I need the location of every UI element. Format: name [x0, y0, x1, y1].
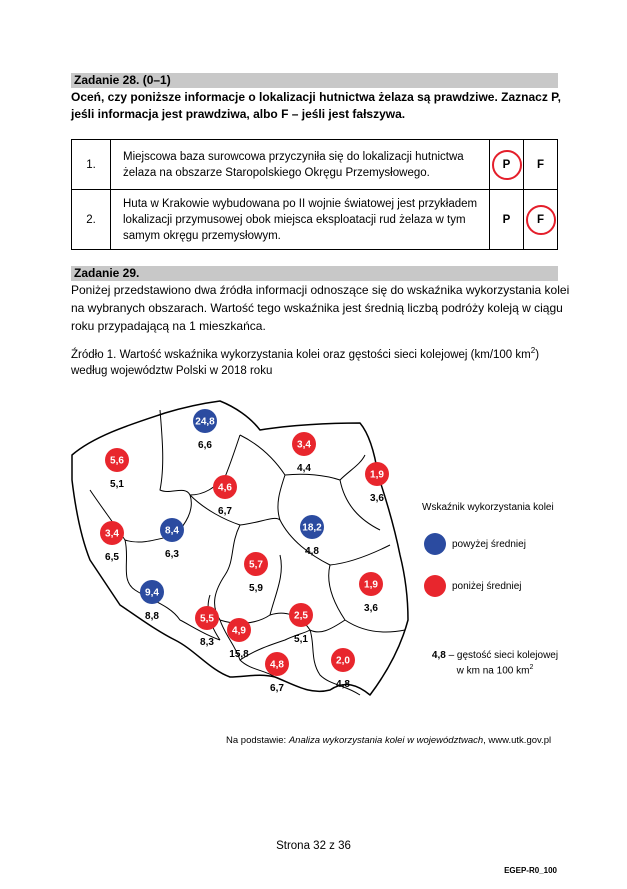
task29-intro: Poniżej przedstawiono dwa źródła informacji odnoszące się do wskaźnika wykorzystania kolei na wybranych obszarach. Wartość tego wskaźnika jest średnią liczbą podróży koleją w ciągu roku przypadającą na 1 mieszkańca. — [71, 283, 570, 333]
legend-above-label: powyżej średniej — [452, 539, 526, 550]
region-index-label: 2,0 — [336, 655, 350, 667]
region-index-label: 1,9 — [364, 579, 378, 591]
row-number: 2. — [72, 190, 111, 250]
answer-circle-mark — [492, 150, 522, 180]
region-index-label: 9,4 — [145, 587, 159, 599]
source-basis: Na podstawie: Analiza wykorzystania kolei w województwach, www.utk.gov.pl — [226, 735, 552, 746]
region-index-label: 3,4 — [105, 528, 119, 540]
legend-below-label: poniżej średniej — [452, 581, 522, 592]
region-density-label: 8,8 — [145, 611, 159, 622]
region-density-label: 6,5 — [105, 552, 119, 563]
exam-code: EGEP-R0_100 — [504, 866, 557, 875]
region-index-label: 1,9 — [370, 469, 384, 481]
legend-above-dot — [424, 533, 446, 555]
table-row — [72, 140, 558, 190]
region-density-label: 4,4 — [297, 463, 311, 474]
region-density-label: 15,8 — [229, 649, 249, 660]
region-density-label: 6,7 — [270, 683, 284, 694]
region-index-label: 5,7 — [249, 559, 263, 571]
option-p[interactable]: P — [490, 140, 524, 190]
task28-header: Zadanie 28. (0–1) — [71, 73, 558, 88]
region-index-label: 5,5 — [200, 613, 214, 625]
region-density-label: 4,8 — [305, 546, 319, 557]
poland-map — [60, 395, 420, 710]
region-density-label: 6,6 — [198, 440, 212, 451]
source1-caption: Źródło 1. Wartość wskaźnika wykorzystania kolei oraz gęstości sieci kolejowej (km/100 $km^2$) według województw Polski w 2018 roku — [71, 346, 540, 377]
table-row — [72, 190, 558, 250]
row-number: 1. — [72, 140, 111, 190]
map-markers — [100, 409, 389, 694]
region-density-label: 3,6 — [364, 603, 378, 614]
region-density-label: 8,3 — [200, 637, 214, 648]
region-density-label: 5,9 — [249, 583, 263, 594]
region-index-label: 24,8 — [195, 416, 215, 428]
option-f[interactable]: F — [524, 140, 558, 190]
option-f[interactable]: F — [524, 190, 558, 250]
region-index-label: 8,4 — [165, 525, 179, 537]
region-index-label: 4,6 — [218, 482, 232, 494]
region-index-label: 4,9 — [232, 625, 246, 637]
statement-text: Huta w Krakowie wybudowana po II wojnie światowej jest przykładem lokalizacji przymusowej obok miejsca eksploatacji rud żelaza w tym samym okręgu przemysłowym. — [111, 190, 490, 250]
region-index-label: 5,6 — [110, 455, 124, 467]
region-index-label: 2,5 — [294, 610, 308, 622]
region-index-label: 3,4 — [297, 439, 311, 451]
region-density-label: 6,7 — [218, 506, 232, 517]
option-p[interactable]: P — [490, 190, 524, 250]
region-density-label: 3,6 — [370, 493, 384, 504]
region-density-label: 6,3 — [165, 549, 179, 560]
legend-below-dot — [424, 575, 446, 597]
task28-instruction: Oceń, czy poniższe informacje o lokalizacji hutnictwa żelaza są prawdziwe. Zaznacz P, jeśli informacja jest prawdziwa, albo F – jeśli jest fałszywa. — [71, 90, 561, 121]
region-density-label: 4,8 — [336, 679, 350, 690]
page-number: Strona 32 z 36 — [276, 840, 351, 852]
legend-title: Wskaźnik wykorzystania kolei — [422, 502, 554, 513]
region-index-label: 4,8 — [270, 659, 284, 671]
region-density-label: 5,1 — [110, 479, 124, 490]
region-density-label: 5,1 — [294, 634, 308, 645]
legend-density-note: 4,8 – gęstość sieci kolejowej w km na 100 $km^2$ — [431, 650, 559, 677]
region-index-label: 18,2 — [302, 522, 322, 534]
task29-header: Zadanie 29. — [71, 266, 558, 281]
true-false-table — [71, 139, 558, 250]
statement-text: Miejscowa baza surowcowa przyczyniła się do lokalizacji hutnictwa żelaza na obszarze Staropolskiego Okręgu Przemysłowego. — [111, 140, 490, 190]
answer-circle-mark — [526, 205, 556, 235]
